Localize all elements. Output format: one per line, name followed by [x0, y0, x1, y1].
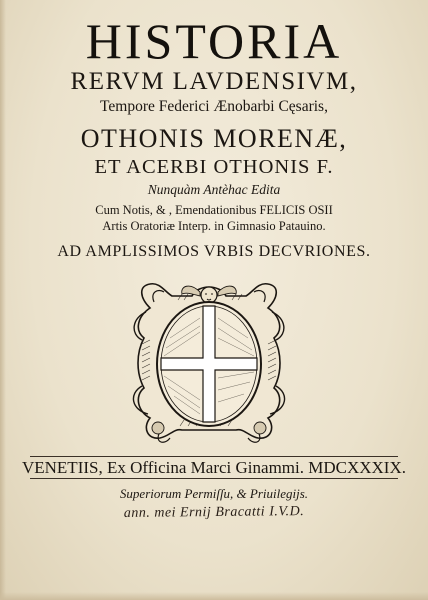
author-line-2: ET ACERBI OTHONIS F.	[94, 156, 334, 178]
imprint-rule-bottom	[30, 478, 398, 479]
author-line-1: OTHONIS MORENÆ,	[80, 124, 348, 153]
page-bottom-shadow	[0, 592, 428, 600]
handwritten-ownership-note: ann. mei Ernij Bracatti I.V.D.	[123, 504, 305, 521]
dedication-line: AD AMPLISSIMOS VRBIS DECVRIONES.	[57, 243, 371, 260]
coat-of-arms-with-cross-icon	[120, 278, 298, 448]
imprint-license: Superiorum Permiſſu, & Priuilegijs.	[119, 486, 309, 501]
imprint-publisher: VENETIIS, Ex Officina Marci Ginammi. MDCXXXIX.	[21, 458, 406, 477]
editor-line-2: Artis Oratoriæ Interp. in Gimnasio Patauino.	[102, 219, 326, 233]
editor-line-1: Cum Notis, & , Emendationibus FELICIS OSII	[95, 203, 333, 217]
main-title: HISTORIA	[85, 13, 343, 69]
subtitle-tempore: Tempore Federici Ænobarbi Cęsaris,	[100, 98, 328, 115]
edition-note: Nunquàm Antèhac Edita	[147, 182, 281, 197]
subtitle-rerum: RERVM LAVDENSIVM,	[70, 68, 358, 95]
imprint-rule-top	[30, 456, 398, 457]
